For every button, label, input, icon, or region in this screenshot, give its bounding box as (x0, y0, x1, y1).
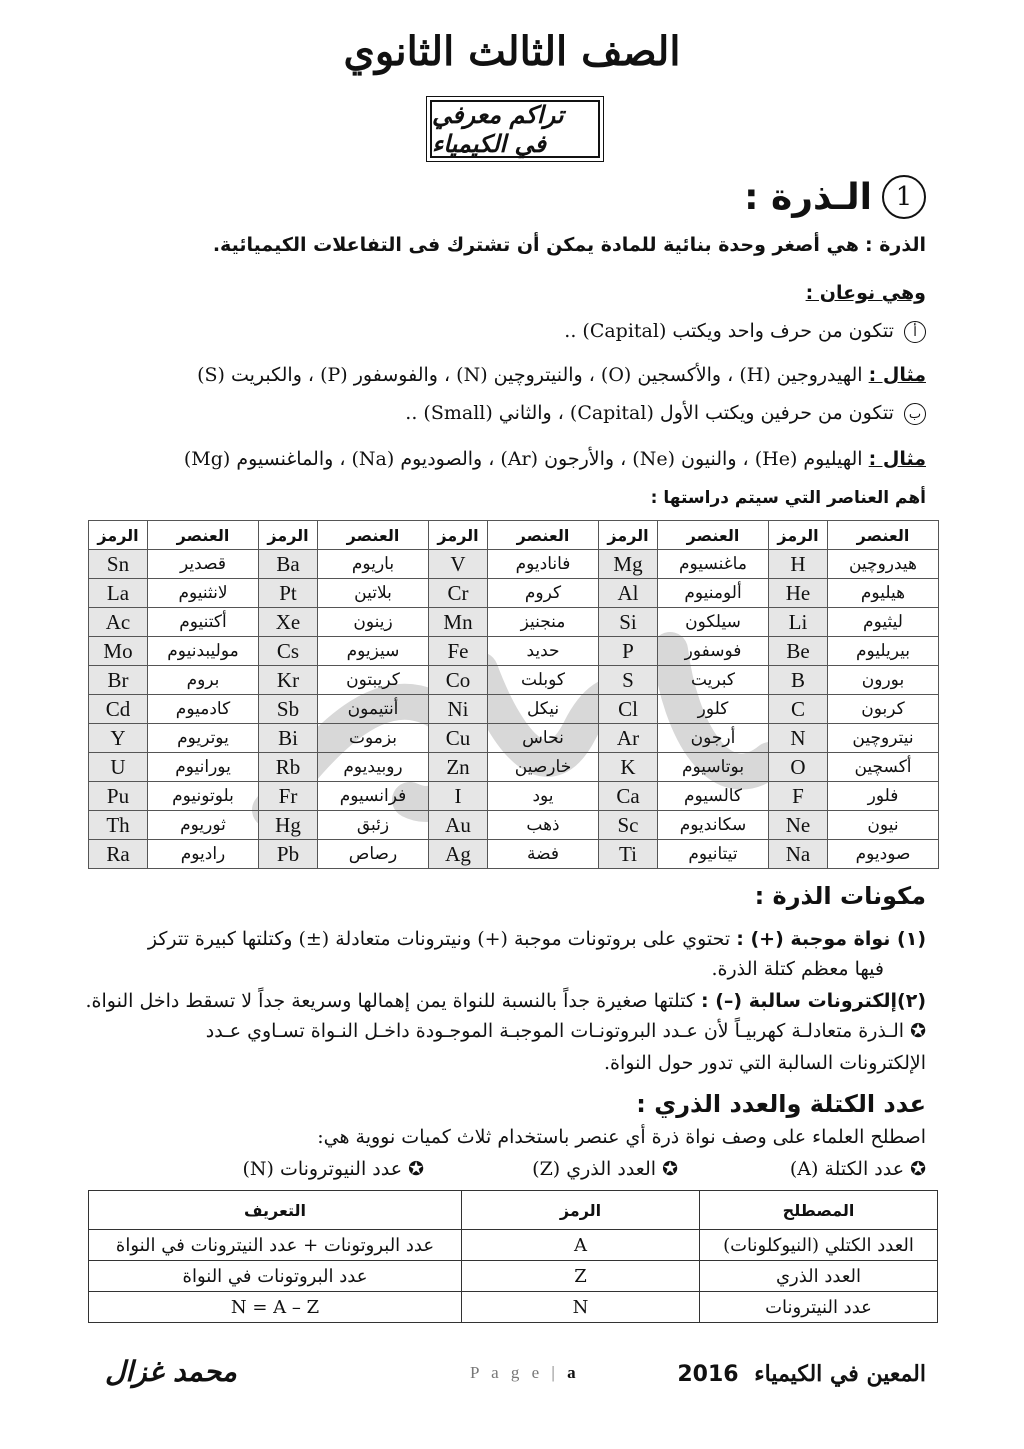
element-symbol-cell: Mg (599, 550, 658, 579)
element-name-cell: يوتريوم (148, 724, 259, 753)
element-symbol-cell: Ti (599, 840, 658, 869)
example-b-label: مثال : (868, 448, 926, 470)
element-symbol-cell: Si (599, 608, 658, 637)
example-b-text: الهيليوم (He) ، والنيون (Ne) ، والأرجون (Ar) ، والصوديوم (Na) ، والماغنسيوم (Mg) (183, 448, 863, 470)
element-symbol-cell: He (769, 579, 828, 608)
terms-header-definition: التعريف (89, 1191, 462, 1230)
table-row (89, 811, 939, 840)
element-symbol-cell: Cd (89, 695, 148, 724)
element-name-cell: فوسفور (658, 637, 769, 666)
element-name-cell: حديد (488, 637, 599, 666)
terms-header-term: المصطلح (700, 1191, 938, 1230)
table-row (89, 637, 939, 666)
element-symbol-cell: Ca (599, 782, 658, 811)
element-symbol-cell: Mo (89, 637, 148, 666)
element-symbol-cell: Ag (429, 840, 488, 869)
element-symbol-cell: Al (599, 579, 658, 608)
element-name-cell: فاناديوم (488, 550, 599, 579)
element-name-cell: بلوتونيوم (148, 782, 259, 811)
element-symbol-cell: O (769, 753, 828, 782)
table-row (89, 608, 939, 637)
element-name-cell: كريبتون (318, 666, 429, 695)
element-symbol-cell: Mn (429, 608, 488, 637)
element-symbol-cell: S (599, 666, 658, 695)
element-name-cell: كوبلت (488, 666, 599, 695)
section-mass-number-title: عدد الكتلة والعدد الذري : (636, 1090, 926, 1118)
element-name-cell: بلاتين (318, 579, 429, 608)
nucleus-text: تحتوي على بروتونات موجبة (+) ونيترونات متعادلة (±) وكتلتها كبيرة تتركز (147, 928, 731, 950)
terms-table-header (89, 1191, 938, 1230)
element-name-cell: تيتانيوم (658, 840, 769, 869)
element-name-cell: زينون (318, 608, 429, 637)
element-symbol-cell: K (599, 753, 658, 782)
table-row (89, 579, 939, 608)
table-row (89, 840, 939, 869)
component-nucleus (148, 928, 926, 950)
section-atom-title: الـذرة : (744, 176, 872, 218)
element-name-cell: يورانيوم (148, 753, 259, 782)
element-symbol-cell: Ne (769, 811, 828, 840)
quantities-intro: اصطلح العلماء على وصف نواة ذرة أي عنصر باستخدام ثلاث كميات نووية هي: (317, 1126, 926, 1148)
note-star-icon: ✪ (910, 1020, 926, 1042)
element-name-cell: منجنيز (488, 608, 599, 637)
element-name-cell: بورون (828, 666, 939, 695)
element-name-cell: سكانديوم (658, 811, 769, 840)
element-symbol-cell: Pu (89, 782, 148, 811)
element-name-cell: نيتروچين (828, 724, 939, 753)
header-symbol: الرمز (769, 521, 828, 550)
footer-book-name: المعين في الكيمياء (754, 1361, 926, 1387)
element-name-cell: فرانسيوم (318, 782, 429, 811)
elements-table-header (89, 521, 939, 550)
elements-table-title: أهم العناصر التي سيتم دراستها : (650, 488, 926, 508)
section-mass-number-heading (636, 1090, 926, 1118)
element-name-cell: ماغنسيوم (658, 550, 769, 579)
element-symbol-cell: Pt (259, 579, 318, 608)
type-a-marker: أ (904, 321, 926, 343)
element-name-cell: كربون (828, 695, 939, 724)
element-symbol-cell: H (769, 550, 828, 579)
element-name-cell: فضة (488, 840, 599, 869)
term-symbol-cell: N (462, 1292, 700, 1323)
element-name-cell: ثوريوم (148, 811, 259, 840)
section-components-heading (755, 882, 926, 910)
element-name-cell: زئبق (318, 811, 429, 840)
term-definition-cell: N = A – Z (89, 1292, 462, 1323)
atom-definition (213, 234, 926, 256)
page-number: a (567, 1363, 576, 1382)
element-symbol-cell: Cl (599, 695, 658, 724)
footer-book-title (677, 1361, 926, 1387)
header-symbol: الرمز (89, 521, 148, 550)
element-symbol-cell: U (89, 753, 148, 782)
table-row (89, 1230, 938, 1261)
header-element: العنصر (148, 521, 259, 550)
element-name-cell: ألومنيوم (658, 579, 769, 608)
example-a (197, 364, 926, 386)
element-symbol-cell: Fe (429, 637, 488, 666)
element-name-cell: يود (488, 782, 599, 811)
quantity-neutrons: ✪ عدد النيوترونات (N) (242, 1158, 424, 1180)
element-symbol-cell: La (89, 579, 148, 608)
table-row (89, 666, 939, 695)
element-symbol-cell: Co (429, 666, 488, 695)
type-a (564, 320, 926, 343)
element-symbol-cell: Ba (259, 550, 318, 579)
element-symbol-cell: Fr (259, 782, 318, 811)
element-name-cell: سيلكون (658, 608, 769, 637)
element-name-cell: باريوم (318, 550, 429, 579)
element-symbol-cell: Sn (89, 550, 148, 579)
element-symbol-cell: C (769, 695, 828, 724)
element-name-cell: هيدروچين (828, 550, 939, 579)
element-name-cell: صوديوم (828, 840, 939, 869)
element-name-cell: أرجون (658, 724, 769, 753)
neutrality-note (206, 1020, 926, 1042)
element-symbol-cell: Au (429, 811, 488, 840)
element-name-cell: لانثنيوم (148, 579, 259, 608)
section-atom-heading (744, 175, 926, 219)
term-cell: عدد النيترونات (700, 1292, 938, 1323)
element-symbol-cell: Ni (429, 695, 488, 724)
section-components-title: مكونات الذرة : (754, 882, 926, 910)
element-name-cell: نحاس (488, 724, 599, 753)
element-name-cell: روبيديوم (318, 753, 429, 782)
type-a-text: تتكون من حرف واحد ويكتب (Capital) .. (564, 320, 894, 342)
element-name-cell: فلور (828, 782, 939, 811)
header-element: العنصر (828, 521, 939, 550)
element-symbol-cell: Br (89, 666, 148, 695)
element-symbol-cell: Sb (259, 695, 318, 724)
term-definition-cell: عدد البروتونات في النواة (89, 1261, 462, 1292)
element-name-cell: هيليوم (828, 579, 939, 608)
table-row (89, 724, 939, 753)
element-name-cell: أكتنيوم (148, 608, 259, 637)
element-name-cell: ليثيوم (828, 608, 939, 637)
header-element: العنصر (488, 521, 599, 550)
example-b (184, 448, 926, 470)
element-name-cell: موليبدنيوم (148, 637, 259, 666)
element-symbol-cell: Ra (89, 840, 148, 869)
section-number-circle: 1 (882, 175, 926, 219)
table-row (89, 782, 939, 811)
element-symbol-cell: Na (769, 840, 828, 869)
example-a-label: مثال : (868, 364, 926, 386)
terms-header-symbol: الرمز (462, 1191, 700, 1230)
element-symbol-cell: Li (769, 608, 828, 637)
element-symbol-cell: Th (89, 811, 148, 840)
element-symbol-cell: Xe (259, 608, 318, 637)
element-symbol-cell: N (769, 724, 828, 753)
element-name-cell: أنتيمون (318, 695, 429, 724)
header-symbol: الرمز (599, 521, 658, 550)
page-label: P a g e | (470, 1363, 559, 1382)
nucleus-text-cont: فيها معظم كتلة الذرة. (711, 958, 884, 980)
element-symbol-cell: Y (89, 724, 148, 753)
definition-text: هي أصغر وحدة بنائية للمادة يمكن أن تشترك فى التفاعلات الكيميائية. (212, 234, 859, 256)
page-indicator (470, 1363, 576, 1383)
page-footer (0, 1355, 1024, 1405)
term-cell: العدد الكتلي (النيوكلونات) (700, 1230, 938, 1261)
note-text: الـذرة متعادلـة كهربيـاً لأن عـدد البروتونـات الموجبـة الموجـودة داخـل النـواة تسـاوي عـدد (205, 1020, 905, 1042)
element-symbol-cell: Hg (259, 811, 318, 840)
element-symbol-cell: Kr (259, 666, 318, 695)
table-row (89, 1292, 938, 1323)
element-symbol-cell: Cu (429, 724, 488, 753)
element-symbol-cell: Bi (259, 724, 318, 753)
author-signature: محمد غزال (105, 1355, 237, 1388)
element-name-cell: راديوم (148, 840, 259, 869)
header-element: العنصر (318, 521, 429, 550)
term-symbol-cell: Z (462, 1261, 700, 1292)
table-row (89, 550, 939, 579)
element-name-cell: سيزيوم (318, 637, 429, 666)
element-symbol-cell: Ar (599, 724, 658, 753)
element-name-cell: بروم (148, 666, 259, 695)
element-symbol-cell: Ac (89, 608, 148, 637)
book-title-box (430, 100, 600, 158)
element-name-cell: خارصين (488, 753, 599, 782)
grade-title: الصف الثالث الثانوي (343, 28, 681, 75)
element-name-cell: كالسيوم (658, 782, 769, 811)
element-name-cell: كروم (488, 579, 599, 608)
element-symbol-cell: Cr (429, 579, 488, 608)
element-name-cell: بزموت (318, 724, 429, 753)
element-symbol-cell: F (769, 782, 828, 811)
element-symbol-cell: I (429, 782, 488, 811)
element-name-cell: نيكل (488, 695, 599, 724)
term-cell: العدد الذري (700, 1261, 938, 1292)
header-symbol: الرمز (429, 521, 488, 550)
footer-year: 2016 (677, 1362, 739, 1387)
element-name-cell: بوتاسيوم (658, 753, 769, 782)
element-name-cell: أكسچين (828, 753, 939, 782)
element-symbol-cell: V (429, 550, 488, 579)
element-name-cell: قصدير (148, 550, 259, 579)
component-electrons (86, 990, 926, 1012)
element-symbol-cell: Cs (259, 637, 318, 666)
type-b-marker: ب (904, 403, 926, 425)
definition-label: الذرة : (865, 234, 926, 256)
element-symbol-cell: Rb (259, 753, 318, 782)
electrons-text: كتلتها صغيرة جداً بالنسبة للنواة يمن إهمالها وسريعة جداً لا تسقط داخل النواة. (85, 990, 695, 1012)
element-symbol-cell: Sc (599, 811, 658, 840)
types-label: وهي نوعان : (805, 282, 926, 304)
type-b-text: تتكون من حرفين ويكتب الأول (Capital) ، والثاني (Small) .. (405, 402, 894, 424)
table-row (89, 753, 939, 782)
type-b (405, 402, 926, 425)
header-element: العنصر (658, 521, 769, 550)
element-name-cell: بيريليوم (828, 637, 939, 666)
book-title: تراكم معرفي في الكيمياء (432, 100, 564, 158)
nucleus-label: (١) نواة موجبة (+) : (736, 928, 926, 950)
table-row (89, 695, 939, 724)
element-name-cell: ذهب (488, 811, 599, 840)
quantity-mass: ✪ عدد الكتلة (A) (789, 1158, 926, 1180)
quantity-atomic: ✪ العدد الذري (Z) (532, 1158, 678, 1180)
element-symbol-cell: Pb (259, 840, 318, 869)
element-name-cell: كبريت (658, 666, 769, 695)
note-text-cont: الإلكترونات السالبة التي تدور حول النواة. (604, 1052, 926, 1074)
term-definition-cell: عدد البروتونات + عدد النيترونات في النواة (89, 1230, 462, 1261)
element-name-cell: كلور (658, 695, 769, 724)
header-symbol: الرمز (259, 521, 318, 550)
element-symbol-cell: Zn (429, 753, 488, 782)
table-row (89, 1261, 938, 1292)
element-symbol-cell: P (599, 637, 658, 666)
term-symbol-cell: A (462, 1230, 700, 1261)
electrons-label: (٢)إلكترونات سالبة (–) : (701, 990, 926, 1012)
element-symbol-cell: Be (769, 637, 828, 666)
element-symbol-cell: B (769, 666, 828, 695)
example-a-text: الهيدروجين (H) ، والأكسجين (O) ، والنيتروچين (N) ، والفوسفور (P) ، والكبريت (S) (197, 364, 863, 386)
element-name-cell: نيون (828, 811, 939, 840)
terms-table (88, 1190, 938, 1323)
element-name-cell: رصاص (318, 840, 429, 869)
element-name-cell: كادميوم (148, 695, 259, 724)
elements-table (88, 520, 939, 869)
